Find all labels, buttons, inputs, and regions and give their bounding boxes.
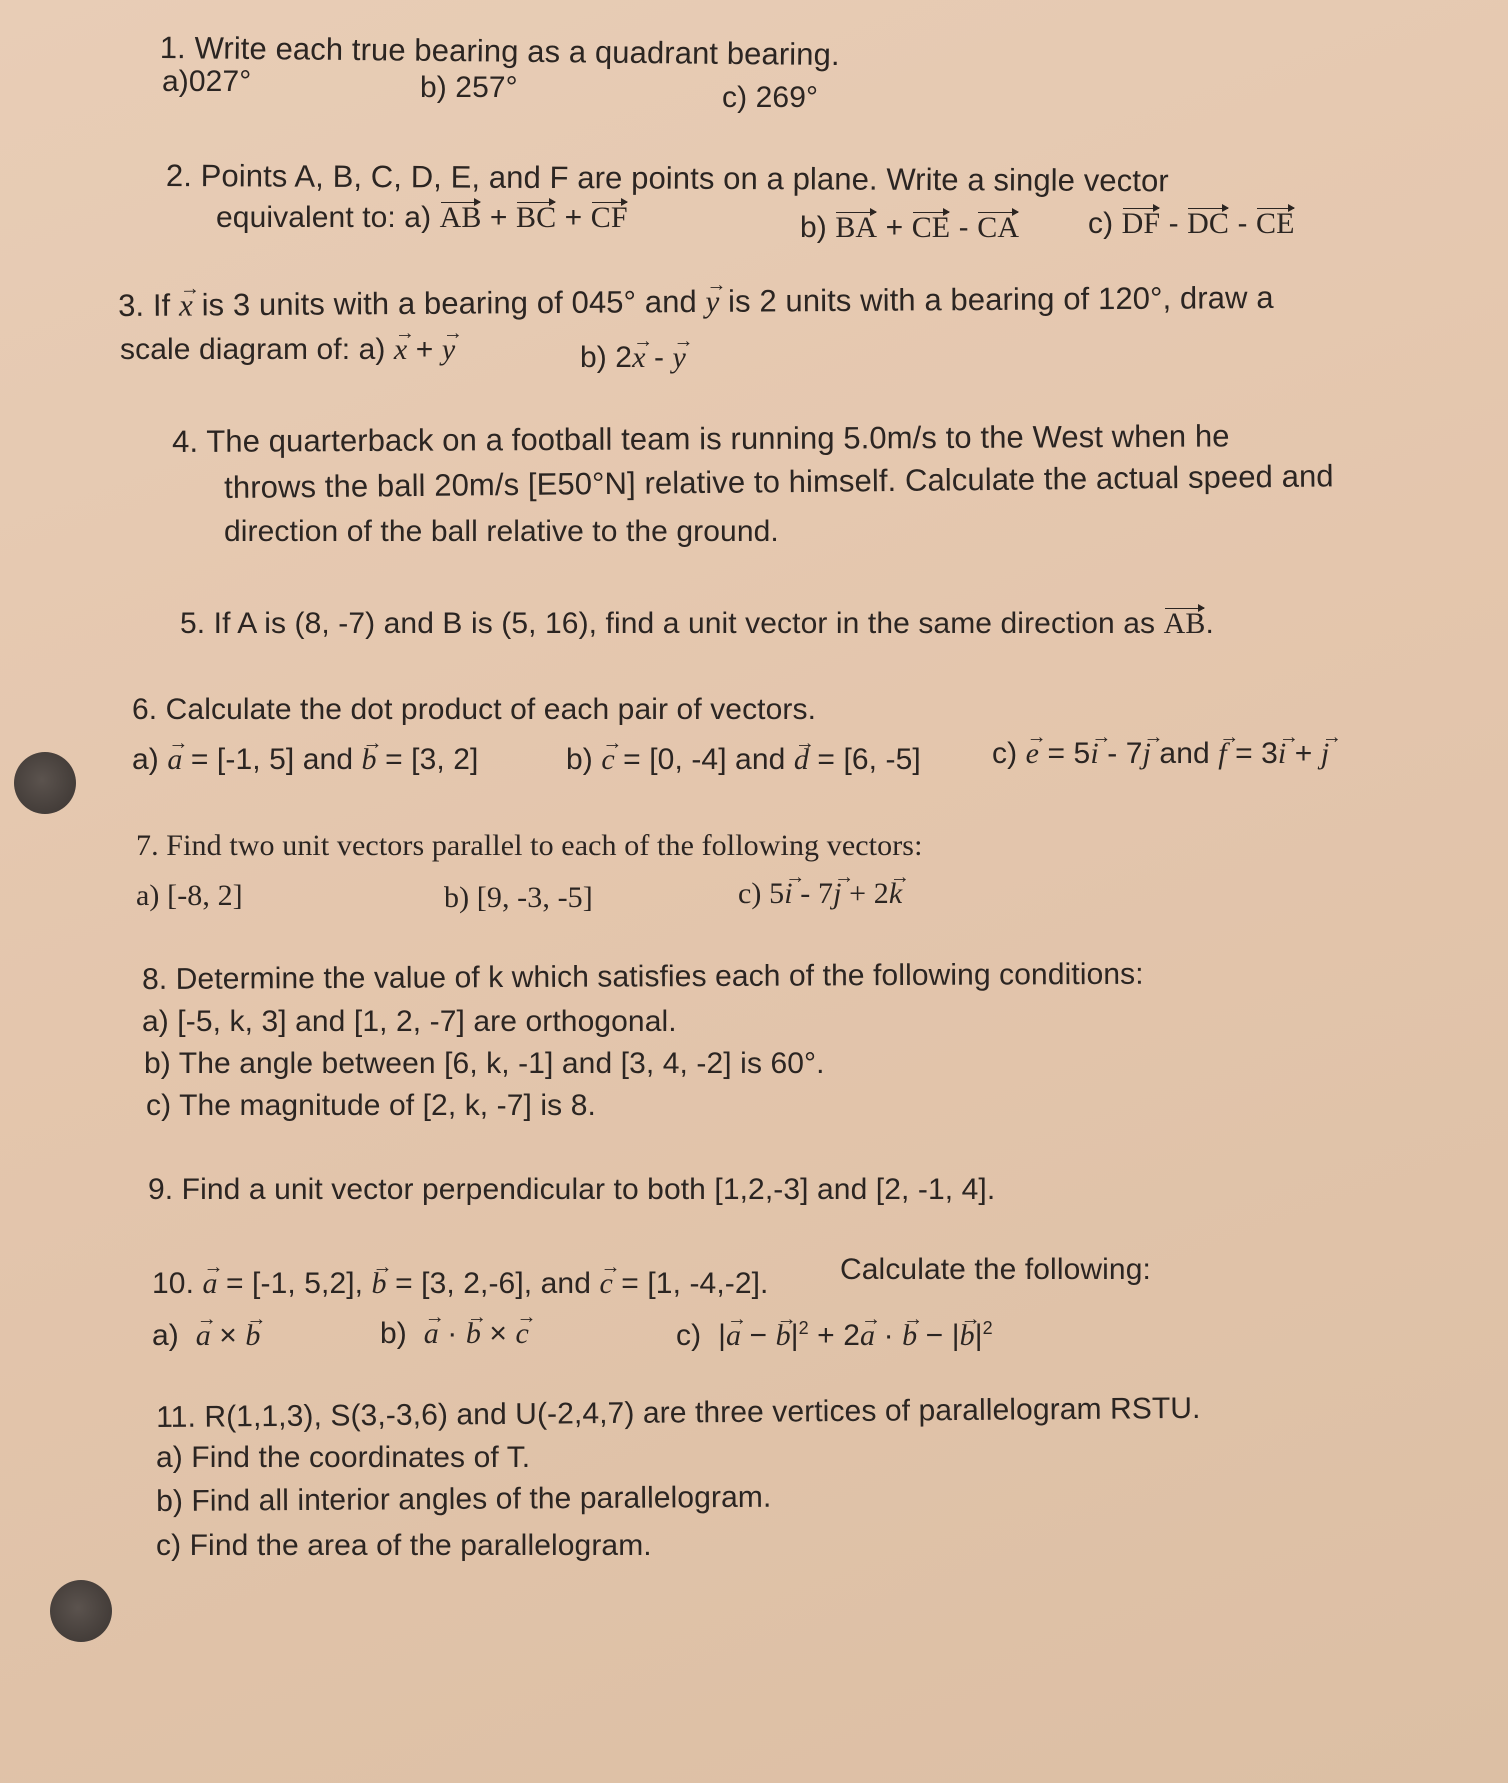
q9-text: 9. Find a unit vector perpendicular to both [1,2,-3] and [2, -1, 4]. (148, 1173, 996, 1206)
q7-a: a) [-8, 2] (136, 879, 243, 912)
y-vector: y → (705, 284, 719, 320)
q2-b-term1: BA (835, 211, 878, 244)
q10-instruction: Calculate the following: (840, 1253, 1151, 1286)
q10-c: c) |a → − $b \to|^2 + 2a$ → · b → − $|b \to|^2$ (676, 1310, 993, 1354)
q2-b-term3: CA (977, 211, 1020, 244)
q6-c: c) e → = 5i → - 7j → and f → = 3i → + j → (992, 736, 1329, 772)
q1-a: a)027° (162, 65, 252, 98)
q7-b: b) [9, -3, -5] (444, 881, 593, 914)
q11-b: b) Find all interior angles of the parallelogram. (156, 1480, 772, 1518)
q8-b: b) The angle between [6, k, -1] and [3, 4, -2] is 60°. (144, 1047, 825, 1080)
q11-title: 11. R(1,1,3), S(3,-3,6) and U(-2,4,7) are three vertices of parallelogram RSTU. (156, 1391, 1201, 1434)
q7-title: 7. Find two unit vectors parallel to each of the following vectors: (136, 829, 923, 862)
q4-line1: 4. The quarterback on a football team is running 5.0m/s to the West when he (172, 418, 1230, 459)
q7-c: c) 5i → - 7j → + 2k → (738, 876, 902, 912)
q1-b: b) 257° (420, 71, 518, 104)
q2-prefix: equivalent to: a) (216, 201, 432, 234)
q11-c: c) Find the area of the parallelogram. (156, 1529, 652, 1562)
q5-vector-ab: AB (1163, 607, 1206, 640)
q1-c: c) 269° (722, 81, 819, 114)
q2-line2: equivalent to: a) AB + BC + CF (216, 201, 628, 234)
q8-title: 8. Determine the value of k which satisfies each of the following conditions: (142, 957, 1144, 996)
q1-title: 1. Write each true bearing as a quadrant bearing. (159, 30, 840, 73)
q2-c-term3: CE (1256, 207, 1295, 240)
q6-title: 6. Calculate the dot product of each pair of vectors. (132, 693, 817, 726)
q2-a-term2: BC (515, 201, 557, 234)
q2-c: c) DF - DC - CE (1088, 207, 1295, 240)
q3-b: b) 2x → - y → (580, 340, 686, 376)
q2-a-term1: AB (439, 201, 482, 234)
q10-line1: 10. a → = [-1, 5,2], b → = [3, 2,-6], and c → = [1, -4,-2]. (152, 1266, 769, 1302)
q2-b: b) BA + CE - CA (800, 211, 1020, 244)
q3-line2: scale diagram of: a) x → + y → (120, 332, 455, 368)
q10-a: a) a → × b → (152, 1318, 260, 1354)
q10-b: b) a → · b → × c → (380, 1316, 529, 1352)
q5-text: 5. If A is (8, -7) and B is (5, 16), find a unit vector in the same direction as AB. (180, 607, 1214, 640)
x-vector: x → (179, 287, 193, 323)
q6-a: a) a → = [-1, 5] and b → = [3, 2] (132, 742, 478, 778)
q8-a: a) [-5, k, 3] and [1, 2, -7] are orthogonal. (142, 1005, 677, 1038)
q8-c: c) The magnitude of [2, k, -7] is 8. (146, 1089, 596, 1122)
q3-line1: 3. If x → is 3 units with a bearing of 045° and y → is 2 units with a bearing of 120°, draw a (118, 280, 1274, 324)
punch-hole-bottom (50, 1580, 112, 1642)
q2-b-term2: CE (911, 211, 951, 244)
q4-line2: throws the ball 20m/s [E50°N] relative to himself. Calculate the actual speed and (224, 458, 1334, 505)
q11-a: a) Find the coordinates of T. (156, 1441, 531, 1474)
q2-c-term2: DC (1187, 207, 1230, 240)
punch-hole-top (14, 752, 76, 814)
q2-c-term1: DF (1121, 207, 1161, 240)
q2-line1: 2. Points A, B, C, D, E, and F are points on a plane. Write a single vector (165, 158, 1169, 199)
q2-a-term3: CF (590, 201, 628, 234)
q4-line3: direction of the ball relative to the ground. (224, 515, 779, 548)
q6-b: b) c → = [0, -4] and d → = [6, -5] (566, 742, 921, 778)
